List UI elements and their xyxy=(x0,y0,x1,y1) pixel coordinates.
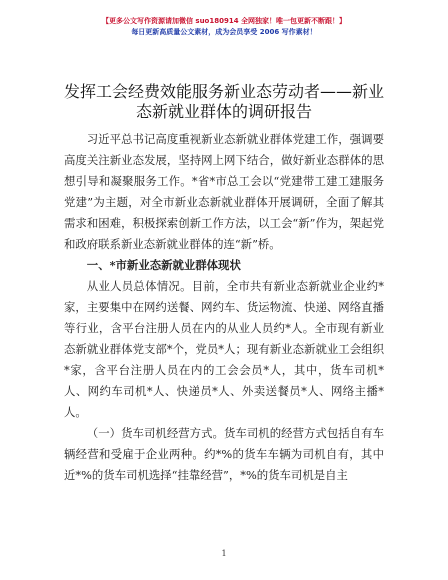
page-number: 1 xyxy=(221,549,227,558)
promo-banner xyxy=(0,16,448,38)
banner-line-1: 【更多公文写作资源请加微信 suo180914 全网独家！唯一包更新不断跟！】 xyxy=(101,17,347,25)
document-title: 发挥工会经费效能服务新业态劳动者——新业态新就业群体的调研报告 xyxy=(64,82,385,121)
body-paragraph: （一）货车司机经营方式。货车司机的经营方式包括自有车辆经营和受雇于企业两种。约*%的货车车辆为司机自有，其中近*%的货车司机选择“挂靠经营”，*%的货车司机是自主 xyxy=(64,426,384,482)
section-heading: 一、*市新业态新就业群体现状 xyxy=(86,258,241,272)
intro-paragraph: 习近平总书记高度重视新业态新就业群体党建工作，强调要高度关注新业态发展，坚持网上网下结合，做好新业态群体的思想引导和凝聚服务工作。*省*市总工会以“党建带工建工建服务党建”为主题，对全市新业态新就业群体开展调研，全面了解其需求和困难，积极探索创新工作方法，以工会“新”作为，架起党和政府联系新业态新就业群体的连“新”桥。 xyxy=(64,132,384,251)
document-body xyxy=(64,129,384,486)
body-paragraph: 从业人员总体情况。目前，全市共有新业态新就业企业约*家，主要集中在网约送餐、网约车、货运物流、快递、网络直播等行业，含平台注册人员在内的从业人员约*人。全市现有新业态新就业群体党支部*个，党员*人；现有新业态新就业工会组织*家，含平台注册人员在内的工会会员*人，其中，货车司机*人、网约车司机*人、快递员*人、外卖送餐员*人、网络主播*人。 xyxy=(64,279,384,419)
banner-line-2: 每日更新高质量公文素材，成为会员享受 2006 写作素材！ xyxy=(131,28,317,36)
